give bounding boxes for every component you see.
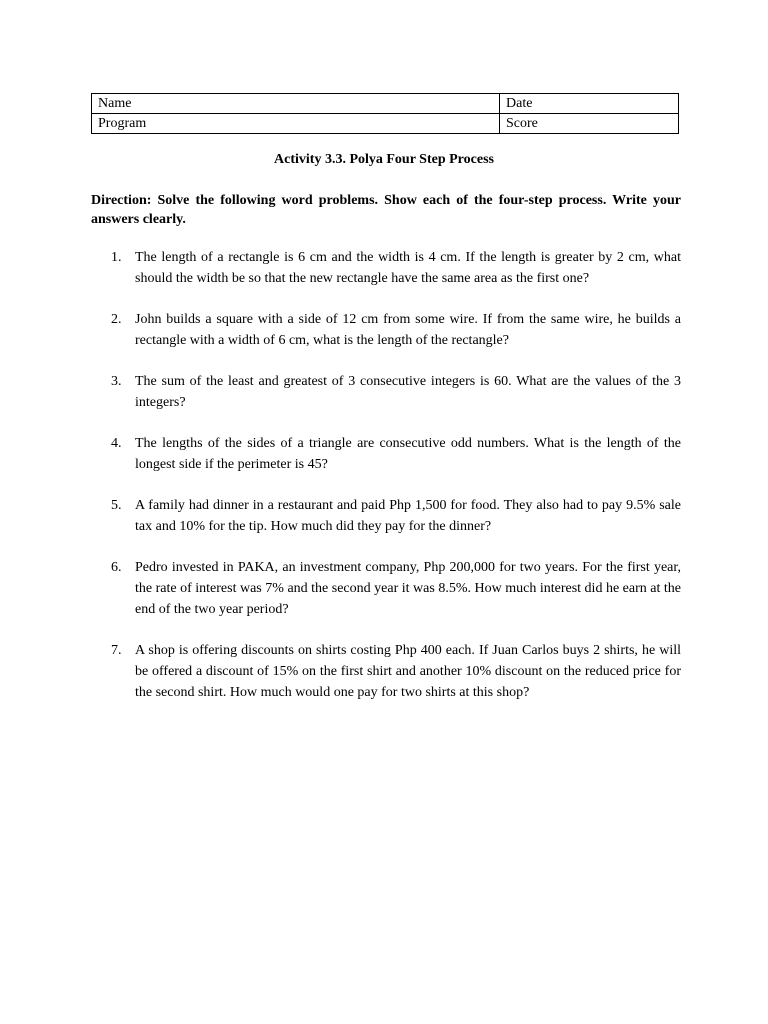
problem-item xyxy=(91,247,681,289)
score-field[interactable]: Score xyxy=(500,114,679,134)
problem-number: 5. xyxy=(111,498,122,513)
problem-item xyxy=(91,640,681,703)
header-table xyxy=(91,93,679,134)
problem-item xyxy=(91,557,681,620)
header-row-2 xyxy=(92,114,679,134)
problem-text: The lengths of the sides of a triangle are consecutive odd numbers. What is the length of the longest side if the perimeter is 45? xyxy=(135,436,681,472)
name-field[interactable]: Name xyxy=(92,94,500,114)
problem-item xyxy=(91,371,681,413)
problem-item xyxy=(91,495,681,537)
problem-number: 2. xyxy=(111,312,122,327)
problem-list xyxy=(91,247,681,723)
header-row-1 xyxy=(92,94,679,114)
problem-text: A family had dinner in a restaurant and paid Php 1,500 for food. They also had to pay 9.5% sale tax and 10% for the tip. How much did they pay for the dinner? xyxy=(135,498,681,534)
date-field[interactable]: Date xyxy=(500,94,679,114)
problem-number: 4. xyxy=(111,436,122,451)
problem-text: Pedro invested in PAKA, an investment company, Php 200,000 for two years. For the first year, the rate of interest was 7% and the second year it was 8.5%. How much interest did he earn at the end of the two year period? xyxy=(135,560,681,617)
problem-number: 6. xyxy=(111,560,122,575)
problem-number: 7. xyxy=(111,643,122,658)
problem-text: The sum of the least and greatest of 3 consecutive integers is 60. What are the values of the 3 integers? xyxy=(135,374,681,410)
problem-number: 3. xyxy=(111,374,122,389)
problem-item xyxy=(91,309,681,351)
problem-text: John builds a square with a side of 12 cm from some wire. If from the same wire, he builds a rectangle with a width of 6 cm, what is the length of the rectangle? xyxy=(135,312,681,348)
program-field[interactable]: Program xyxy=(92,114,500,134)
direction-text: Direction: Solve the following word problems. Show each of the four-step process. Write your answers clearly. xyxy=(91,193,681,227)
problem-text: A shop is offering discounts on shirts costing Php 400 each. If Juan Carlos buys 2 shirts, he will be offered a discount of 15% on the first shirt and another 10% discount on the reduced price for the second shirt. How much would one pay for two shirts at this shop? xyxy=(135,643,681,700)
problem-item xyxy=(91,433,681,475)
problem-number: 1. xyxy=(111,250,122,265)
problem-text: The length of a rectangle is 6 cm and the width is 4 cm. If the length is greater by 2 cm, what should the width be so that the new rectangle have the same area as the first one? xyxy=(135,250,681,286)
activity-title: Activity 3.3. Polya Four Step Process xyxy=(274,152,494,167)
